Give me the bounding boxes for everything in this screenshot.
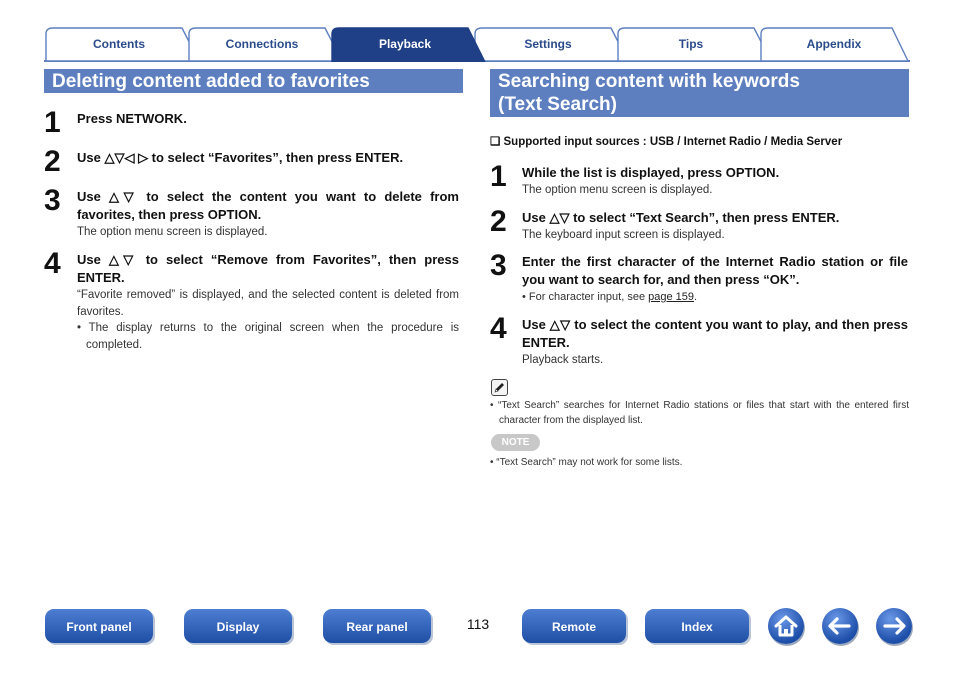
supported-sources: ❑ Supported input sources : USB / Internet Radio / Media Server: [490, 136, 843, 148]
section-title-line-1: Searching content with keywords: [498, 71, 800, 92]
step-description: Playback starts.: [522, 354, 604, 366]
step-title: Use △▽ to select “Text Search”, then press ENTER.: [522, 210, 840, 225]
forward-button[interactable]: [876, 608, 912, 644]
step-number: 1: [44, 106, 61, 139]
tab-playback[interactable]: Playback: [378, 37, 432, 51]
step-title: Press NETWORK.: [77, 111, 187, 126]
tab-connections[interactable]: Connections: [225, 37, 299, 51]
tip-text: • “Text Search” searches for Internet Radio stations or files that start with the entered first character from the displayed list.: [490, 400, 909, 426]
back-button[interactable]: [822, 608, 858, 644]
index-button[interactable]: Index: [645, 609, 749, 643]
step-title: Use △▽ to select “Remove from Favorites”, then press ENTER.: [77, 252, 459, 285]
section-title-line-2: (Text Search): [498, 94, 617, 115]
bullet-prefix: • For character input, see: [522, 291, 649, 303]
step-description: The option menu screen is displayed.: [77, 226, 268, 238]
section-title-text-search: [490, 69, 909, 117]
note-text: • “Text Search” may not work for some lists.: [490, 457, 683, 468]
step-number: 3: [490, 249, 507, 282]
pencil-icon: [491, 379, 508, 396]
step-number: 4: [490, 312, 507, 345]
page-159-link[interactable]: page 159: [648, 291, 695, 303]
back-arrow-icon: [822, 608, 858, 644]
step-title: Use △▽◁ ▷ to select “Favorites”, then press ENTER.: [77, 150, 404, 165]
step-description: The option menu screen is displayed.: [522, 184, 713, 196]
rear-panel-button[interactable]: Rear panel: [323, 609, 431, 643]
forward-arrow-icon: [876, 608, 912, 644]
home-icon: [768, 608, 804, 644]
step-description: The keyboard input screen is displayed.: [522, 229, 725, 241]
step-title: While the list is displayed, press OPTION.: [522, 165, 780, 180]
tab-settings[interactable]: Settings: [524, 37, 572, 51]
step-number: 4: [44, 247, 61, 280]
section-title-deleting-favorites: Deleting content added to favorites: [44, 69, 463, 93]
page-number: 113: [466, 616, 490, 632]
display-button[interactable]: Display: [184, 609, 292, 643]
remote-button[interactable]: Remote: [522, 609, 626, 643]
step-title: Use △▽ to select the content you want to play, and then press ENTER.: [522, 317, 908, 350]
step-title: Use △▽ to select the content you want to delete from favorites, then press OPTION.: [77, 189, 459, 222]
step-description: “Favorite removed” is displayed, and the selected content is deleted from favorites.: [77, 289, 459, 318]
tab-appendix[interactable]: Appendix: [806, 37, 862, 51]
bullet-suffix: .: [694, 291, 698, 303]
step-number: 2: [490, 205, 507, 238]
tab-contents[interactable]: Contents: [93, 37, 145, 51]
tab-tips[interactable]: Tips: [678, 37, 704, 51]
step-number: 3: [44, 184, 61, 217]
step-title: Enter the first character of the Internet Radio station or file you want to search for, and then press “OK”.: [522, 254, 908, 287]
home-button[interactable]: [768, 608, 804, 644]
step-bullet: [522, 289, 908, 306]
note-badge: NOTE: [491, 434, 540, 451]
step-bullet: • The display returns to the original screen when the procedure is completed.: [77, 322, 459, 351]
top-tab-bar: [44, 26, 910, 62]
step-number: 2: [44, 145, 61, 178]
front-panel-button[interactable]: Front panel: [45, 609, 153, 643]
step-number: 1: [490, 160, 507, 193]
